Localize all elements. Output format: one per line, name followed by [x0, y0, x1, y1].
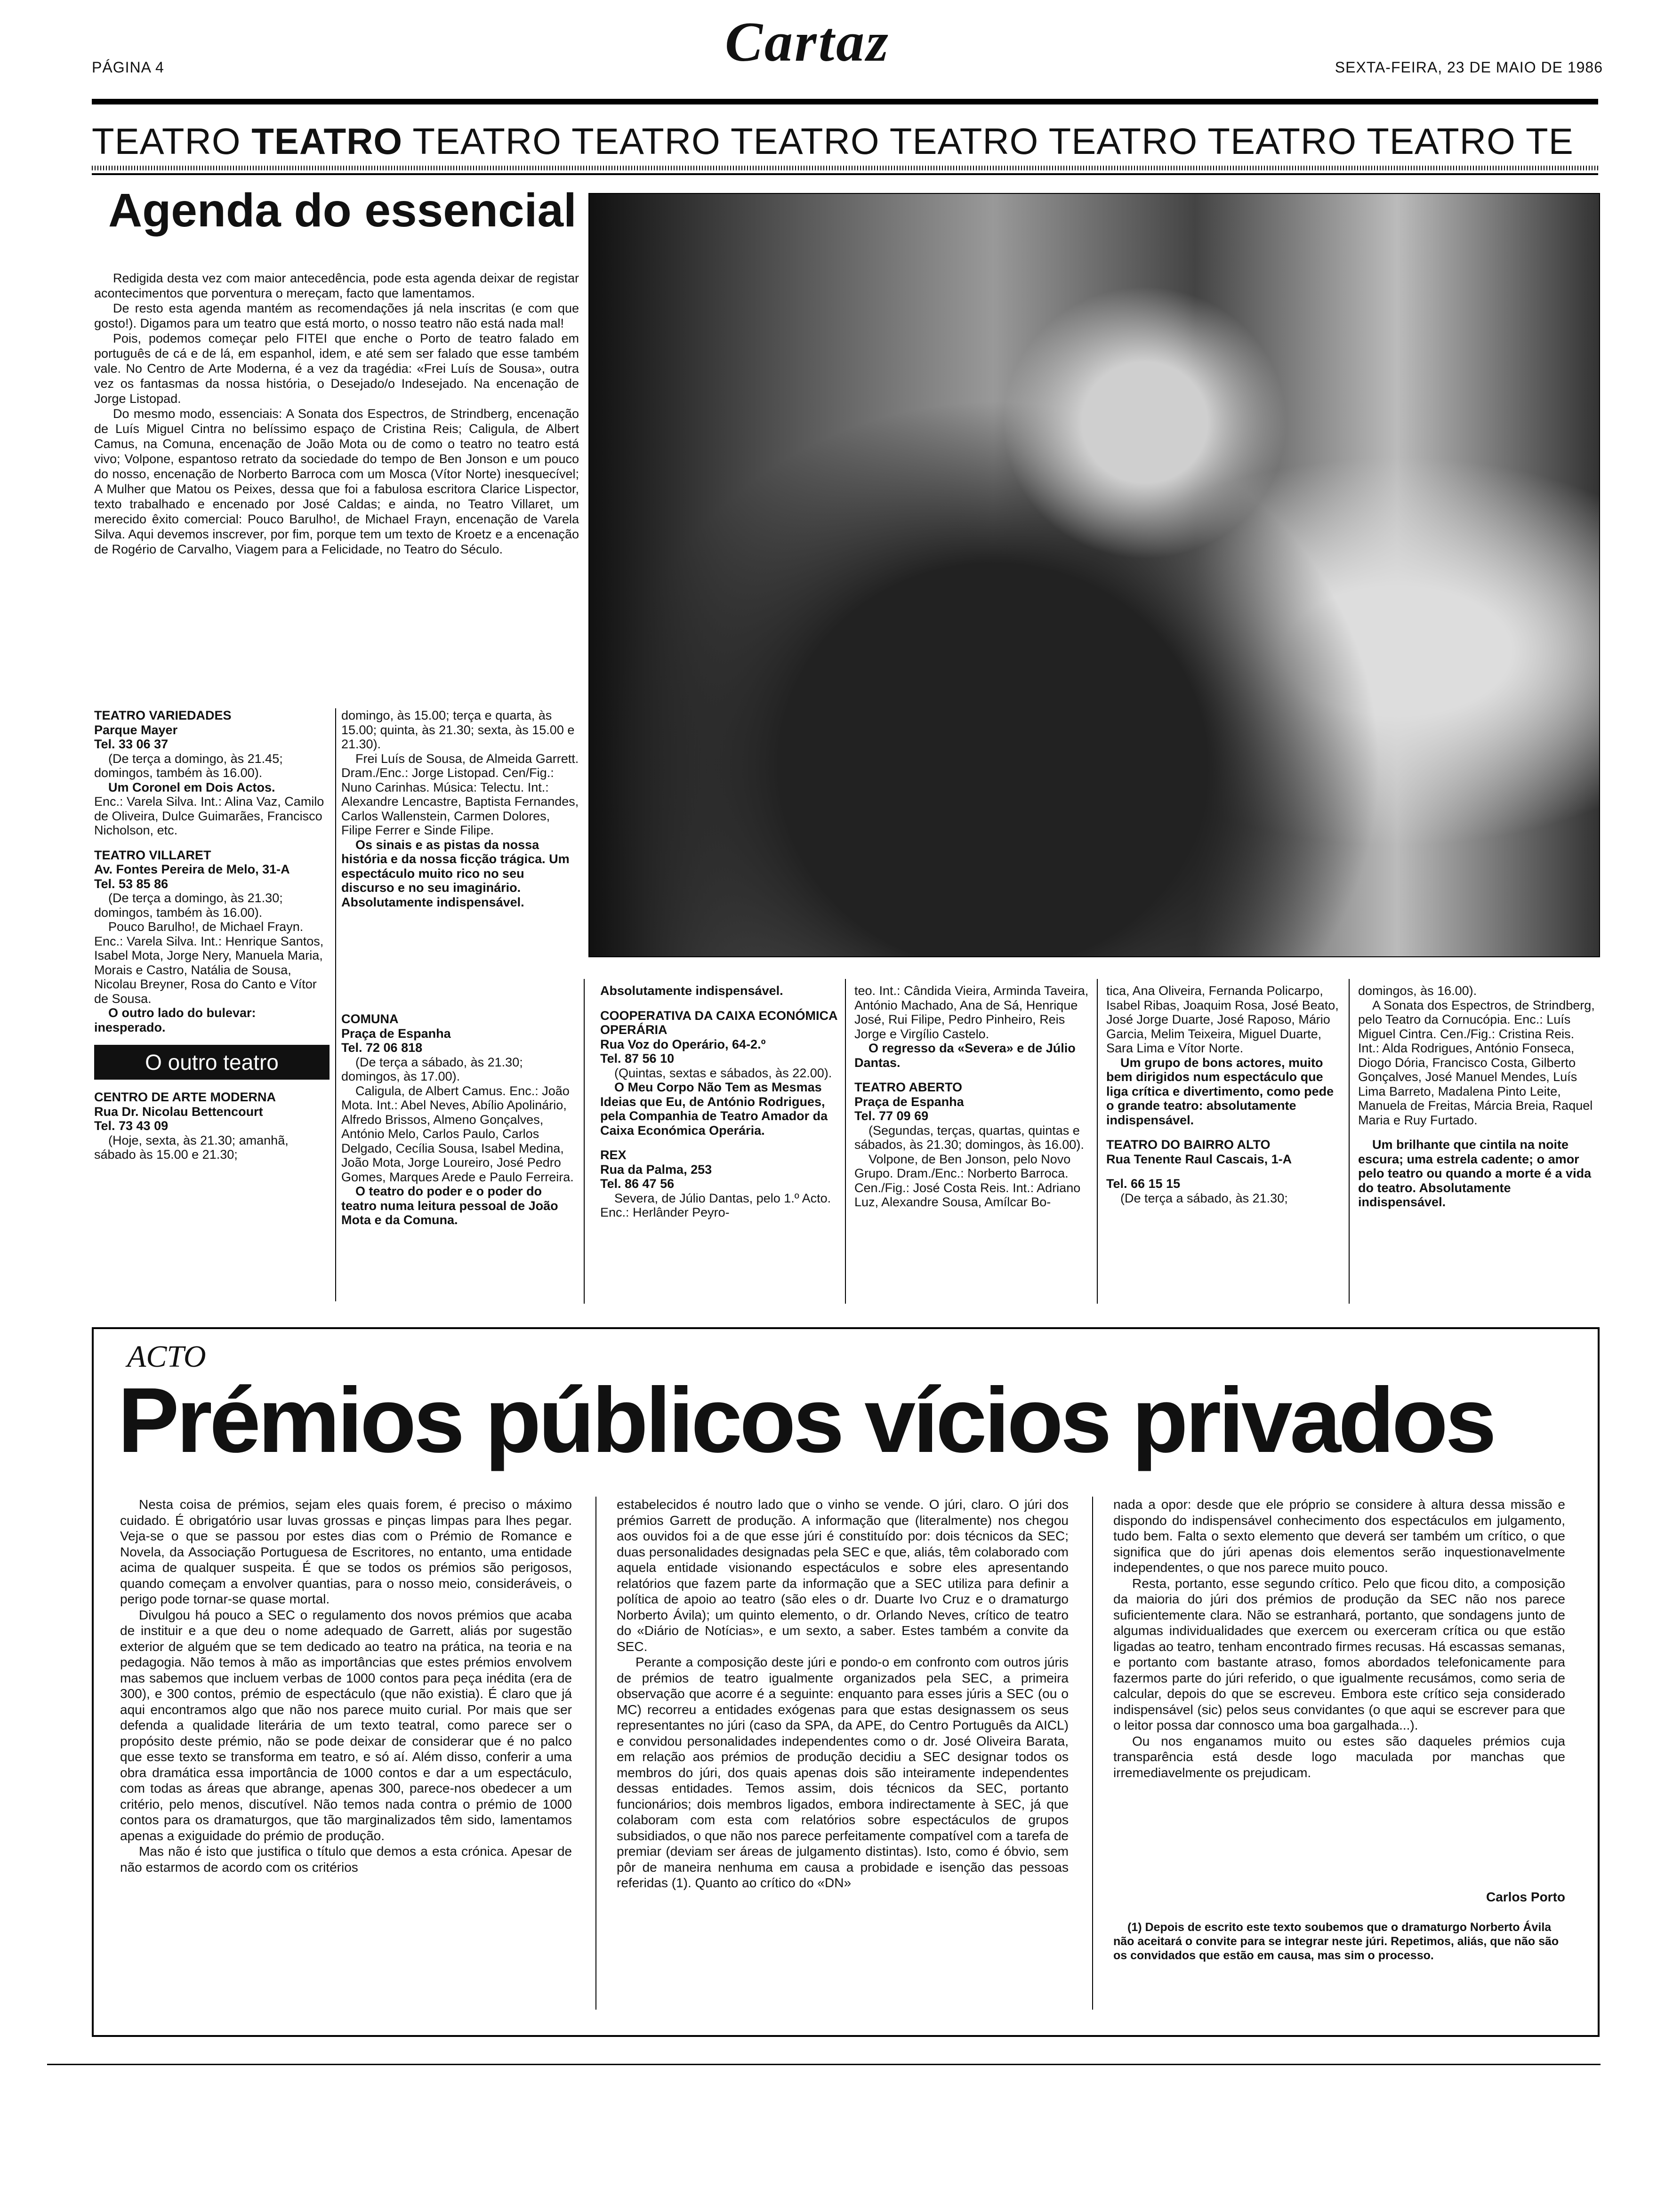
agenda-paragraph: Pois, podemos começar pelo FITEI que enche o Porto de teatro falado em português de cá e de lá, em espanhol, idem, e até sem ser falado que esse também vale. No Centro de Arte Moderna, é a vez da tragédia: «Frei Luís de Sousa», outra vez os fantasmas da nossa história, o Desejado/o Indesejado. Na encenação de Jorge Listopad. — [94, 331, 579, 406]
verdict: O regresso da «Severa» e de Júlio Dantas. — [854, 1041, 1076, 1070]
verdict: O outro lado do bulevar: inesperado. — [94, 1006, 256, 1034]
column-divider — [1349, 979, 1350, 1304]
venue-name: TEATRO DO BAIRRO ALTO — [1106, 1138, 1271, 1152]
venue-phone: Tel. 53 85 86 — [94, 876, 169, 891]
schedule: domingo, às 15.00; terça e quarta, às 15.00; quinta, às 21.30; sexta, às 15.00 e 21.30). — [341, 708, 575, 751]
verdict: Um brilhante que cintila na noite escura; uma estrela cadente; o amor pelo teatro ou quando a morte é a vida do teatro. Absolutamente indispensável. — [1358, 1138, 1592, 1209]
schedule: domingos, às 16.00). — [1358, 984, 1477, 998]
venue-address: Praça de Espanha — [341, 1026, 451, 1041]
strip-word-1: TEATRO — [92, 120, 241, 162]
venue-phone: Tel. 86 47 56 — [600, 1177, 675, 1191]
agenda-title: Agenda do essencial — [108, 184, 577, 237]
venue-name: TEATRO VILLARET — [94, 848, 211, 862]
credits: Severa, de Júlio Dantas, pelo 1.º Acto. Enc.: Herlânder Peyro- — [600, 1191, 831, 1219]
teatro-strip — [92, 120, 1598, 167]
column-divider — [1097, 979, 1098, 1304]
cartaz-logo: Cartaz — [725, 10, 890, 73]
listings-column-2b — [341, 1012, 579, 1227]
article-paragraph: estabelecidos é noutro lado que o vinho se vende. O júri, claro. O júri dos prémios Garrett de produção. A informação que (literalmente) nos chegou aos ouvidos foi a de que esse júri é constituído por: dois técnicos da SEC; duas personalidades designadas pela SEC e que, aliás, têm colaborado com aquela entidade visionando espectáculos e sobre eles apresentando relatórios que fazem parte da informação que a SEC utiliza para definir a política de apoio ao teatro (são eles o dr. Duarte Ivo Cruz e o dramaturgo Norberto Ávila); um quinto elemento, o dr. Orlando Neves, crítico de teatro do «Diário de Notícias», e um sexto, a saber. Estes também a convite da SEC. — [617, 1497, 1069, 1654]
venue-name: TEATRO ABERTO — [854, 1080, 962, 1094]
strip-rest: TEATRO TEATRO TEATRO TEATRO TEATRO TEATRO TEATRO TE — [412, 120, 1574, 162]
venue-name: COOPERATIVA DA CAIXA ECONÓMICA OPERÁRIA — [600, 1008, 837, 1037]
venue-address: Rua Dr. Nicolau Bettencourt — [94, 1104, 263, 1119]
issue-date: SEXTA-FEIRA, 23 DE MAIO DE 1986 — [1335, 59, 1603, 76]
listings-column-2 — [341, 708, 579, 909]
verdict: Absolutamente indispensável. — [600, 984, 783, 998]
article-paragraph: Perante a composição deste júri e pondo-o em confronto com outros júris de prémios de teatro igualmente organizados pela SEC, a primeira observação que acorre é a seguinte: enquanto para esses júris a SEC (ou o MC) recorreu a entidades exógenas para que estas designassem os seus representantes no júri (caso da SPA, da APE, do Centro Português da AICL) e convidou personalidades independentes como o dr. José Oliveira Barata, em relação aos prémios de produção decidiu a SEC designar todos os membros do júri, dos quais apenas dois são inteiramente independentes dessas entidades. Temos assim, dois técnicos da SEC, portanto funcionários; dois membros ligados, embora indirectamente à SEC, já que colaboram com esta com relatórios sobre espectáculos de grupos subsidiados, o que não nos parece perfeitamente compatível com a tarefa de premiar (deviam ser áreas de julgamento distintas). Isto, como é óbvio, sem pôr de maneira nenhuma em causa a probidade e isenção das pessoas referidas (1). Quanto ao crítico do «DN» — [617, 1655, 1069, 1890]
play-title: Um Coronel em Dois Actos. — [108, 780, 275, 794]
page-number: PÁGINA 4 — [92, 59, 164, 76]
venue-address: Praça de Espanha — [854, 1094, 964, 1109]
venue-name: CENTRO DE ARTE MODERNA — [94, 1090, 276, 1104]
listings-column-6 — [1358, 984, 1596, 1210]
article-paragraph: Nesta coisa de prémios, sejam eles quais forem, é preciso o máximo cuidado. É obrigatório usar luvas grossas e pinças limpas para lhes pegar. Veja-se o que se passou por estes dias com o Prémio de Romance e Novela, da Associação Portuguesa de Escritores, no entanto, uma entidade acima de qualquer suspeita. É que se todos os prémios são perigosos, quando começam a envolver quantias, para o nosso meio, consideráveis, o perigo pode tornar-se quase mortal. — [120, 1497, 572, 1606]
verdict: Um grupo de bons actores, muito bem dirigidos num espectáculo que liga crítica e divertimento, como pede o grande teatro: absolutamente indispensável. — [1106, 1055, 1334, 1127]
venue-phone: Tel. 66 15 15 — [1106, 1177, 1181, 1191]
rehearsal-photo — [588, 193, 1600, 957]
listings-column-3 — [600, 984, 838, 1220]
venue-phone: Tel. 77 09 69 — [854, 1109, 929, 1123]
venue-phone: Tel. 72 06 818 — [341, 1041, 423, 1055]
article-paragraph: nada a opor: desde que ele próprio se considere à altura dessa missão e dispondo do indispensável conhecimento dos espectáculos em julgamento, tudo bem. Falta o sexto elemento que deverá ser também um crítico, o que significa que do júri apenas dois elementos serão inquestionavelmente independentes, o que nos parece muito pouco. — [1113, 1497, 1565, 1575]
listings-column-1 — [94, 708, 330, 1162]
strip-rule — [92, 173, 1598, 175]
article-headline: Prémios públicos vícios privados — [118, 1369, 1494, 1472]
article-column-3 — [1113, 1497, 1565, 1780]
article-footnote: (1) Depois de escrito este texto soubemos que o dramaturgo Norberto Ávila não aceitará o convite para se integrar neste júri. Repetimos, aliás, que não são os convidados que estão em causa, mas sim o processo. — [1113, 1921, 1559, 1962]
article-paragraph: Resta, portanto, esse segundo crítico. Pelo que ficou dito, a composição da maioria do júri dos prémios de produção da SEC não nos parece suficientemente clara. Não se estranhará, portanto, que sondagens junto de algumas individualidades que exercem ou exerceram crítica ou que estão ligadas ao teatro, tenham encontrado firmes recusas. Há escassas semanas, e portanto com bastante atraso, fomos abordados telefonicamente para fazermos parte do júri referido, o que igualmente recusámos, como seria de calcular, depois do que se escreveu. Embora este crítico seja considerado indispensável (sic) pelos seus convidantes (o que aqui se escrever para que o leitor possa dar connosco uma boa gargalhada...). — [1113, 1576, 1565, 1732]
outro-teatro-banner: O outro teatro — [94, 1045, 330, 1080]
strip-word-bold: TEATRO — [251, 120, 403, 162]
venue-address: Av. Fontes Pereira de Melo, 31-A — [94, 862, 290, 876]
venue-name: TEATRO VARIEDADES — [94, 708, 232, 722]
agenda-paragraph: Redigida desta vez com maior antecedência, pode esta agenda deixar de registar acontecimentos que porventura o mereçam, facto que lamentamos. — [94, 271, 579, 300]
venue-address: Rua Voz do Operário, 64-2.º — [600, 1037, 766, 1051]
article-column-2 — [617, 1497, 1069, 1891]
venue-address: Rua da Palma, 253 — [600, 1162, 712, 1177]
listings-column-5 — [1106, 984, 1342, 1205]
schedule: (De terça a sábado, às 21.30; domingos, às 17.00). — [341, 1055, 523, 1083]
schedule: (De terça a domingo, às 21.30; domingos, também às 16.00). — [94, 891, 283, 920]
credits: Pouco Barulho!, de Michael Frayn. Enc.: Varela Silva. Int.: Henrique Santos, Isabel Mota, Jorge Nery, Manuela Maria, Morais e Castro, Natália de Sousa, Nicolau Breyner, Rosa do Canto e Vítor de Sousa. — [94, 920, 324, 1006]
venue-address: Rua Tenente Raul Cascais, 1-A — [1106, 1152, 1292, 1166]
column-divider — [335, 708, 336, 1301]
agenda-intro — [94, 271, 579, 557]
credits: teo. Int.: Cândida Vieira, Arminda Taveira, António Machado, Ana de Sá, Henrique José, Rui Filipe, Pedro Pinheiro, Reis Jorge e Virgílio Castelo. — [854, 984, 1089, 1041]
schedule: (Quintas, sextas e sábados, às 22.00). — [614, 1066, 832, 1080]
venue-phone: Tel. 87 56 10 — [600, 1051, 675, 1066]
venue-name: COMUNA — [341, 1012, 399, 1026]
agenda-paragraph: Do mesmo modo, essenciais: A Sonata dos Espectros, de Strindberg, encenação de Luís Miguel Cintra no belíssimo espaço de Cristina Reis; Caligula, de Albert Camus, na Comuna, encenação de João Mota ou de como o teatro no teatro está vivo; Volpone, espantoso retrato da sociedade do tempo de Ben Jonson e um pouco do nosso, encenação de Norberto Barroca com um Mosca (Vítor Norte) inesquecível; A Mulher que Matou os Peixes, dessa que foi a fabulosa escritora Clarice Lispector, texto trabalhado e encenado por José Caldas; e ainda, no Teatro Villaret, um merecido êxito comercial: Pouco Barulho!, de Michael Frayn, encenação de Varela Silva. Aqui devemos inscrever, por fim, porque tem um texto de Kroetz e a encenação de Rogério de Carvalho, Viagem para a Felicidade, no Teatro do Século. — [94, 407, 579, 556]
credits: Enc.: Varela Silva. Int.: Alina Vaz, Camilo de Oliveira, Dulce Guimarães, Francisco Nicholson, etc. — [94, 794, 324, 837]
venue-phone: Tel. 33 06 37 — [94, 737, 169, 751]
credits: Caligula, de Albert Camus. Enc.: João Mota. Int.: Abel Neves, Abílio Apolinário, Alfredo Brissos, Almeno Gonçalves, António Melo, Carlos Paulo, Carlos Delgado, Cecília Sousa, Isabel Medina, João Mota, Jorge Loureiro, José Pedro Gomes, Marques Arede e Paulo Ferreira. — [341, 1083, 574, 1184]
venue-name: REX — [600, 1148, 627, 1162]
column-divider — [595, 1497, 596, 2010]
agenda-paragraph: De resto esta agenda mantém as recomendações já nela inscritas (e com que gosto!). Digamos para um teatro que está morto, o nosso teatro não está nada mal! — [94, 301, 579, 330]
venue-phone: Tel. 73 43 09 — [94, 1119, 169, 1133]
column-divider — [1092, 1497, 1093, 2010]
column-divider — [584, 979, 585, 1304]
column-divider — [845, 979, 846, 1304]
schedule: (Segundas, terças, quartas, quintas e sábados, às 21.30; domingos, às 16.00). — [854, 1123, 1084, 1152]
listings-column-4 — [854, 984, 1090, 1210]
credits: Frei Luís de Sousa, de Almeida Garrett. Dram./Enc.: Jorge Listopad. Cen/Fig.: Nuno Carinhas. Música: Telectu. Int.: Alexandre Lencastre, Baptista Fernandes, Carlos Wallenstein, Carmen Dolores, Filipe Ferrer e Sinde Filipe. — [341, 751, 579, 837]
article-paragraph: Mas não é isto que justifica o título que demos a esta crónica. Apesar de não estarmos de acordo com os critérios — [120, 1844, 572, 1875]
verdict: O teatro do poder e o poder do teatro numa leitura pessoal de João Mota e da Comuna. — [341, 1184, 558, 1227]
credits: A Sonata dos Espectros, de Strindberg, pelo Teatro da Cornucópia. Enc.: Luís Miguel Cintra. Cen./Fig.: Cristina Reis. Int.: Alda Rodrigues, António Fonseca, Diogo Dória, Francisco Costa, Gilberto Gonçalves, José Manuel Mendes, Luís Lima Barreto, Madalena Pinto Leite, Manuela de Freitas, Márcia Breia, Raquel Maria e Ruy Furtado. — [1358, 998, 1595, 1127]
play-title: O Meu Corpo Não Tem as Mesmas Ideias que Eu, de António Rodrigues, pela Companhia de Teatro Amador da Caixa Económica Operária. — [600, 1080, 828, 1138]
schedule: (De terça a domingo, às 21.45; domingos, também às 16.00). — [94, 751, 283, 780]
verdict: Os sinais e as pistas da nossa história e da nossa ficção trágica. Um espectáculo muito rico no seu discurso e no seu imaginário. Absolutamente indispensável. — [341, 837, 570, 909]
header-rule — [92, 99, 1598, 104]
bottom-rule — [47, 2064, 1601, 2065]
article-paragraph: Ou nos enganamos muito ou estes são daqueles prémios cuja transparência está desde logo maculada por manchas que irremediavelmente os prejudicam. — [1113, 1733, 1565, 1780]
schedule: (Hoje, sexta, às 21.30; amanhã, sábado às 15.00 e 21.30; — [94, 1133, 289, 1162]
article-kicker: ACTO — [127, 1339, 206, 1374]
venue-address: Parque Mayer — [94, 722, 178, 737]
credits: tica, Ana Oliveira, Fernanda Policarpo, Isabel Ribas, Joaquim Rosa, José Beato, José Jorge Duarte, José Raposo, Mário Garcia, Melim Teixeira, Miguel Duarte, Sara Lima e Vítor Norte. — [1106, 984, 1339, 1055]
schedule: (De terça a sábado, às 21.30; — [1120, 1191, 1288, 1205]
credits: Volpone, de Ben Jonson, pelo Novo Grupo. Dram./Enc.: Norberto Barroca. Cen./Fig.: José Costa Reis. Int.: Adriano Luz, Alexandre Sousa, Amílcar Bo- — [854, 1152, 1081, 1209]
article-paragraph: Divulgou há pouco a SEC o regulamento dos novos prémios que acaba de instituir e a que deu o nome adequado de Garrett, aliás por sugestão exterior de alguém que se tem dedicado ao teatro na prática, na teoria e na pedagogia. Não temos à mão as importâncias que estes prémios envolvem mas sabemos que incluem verbas de 1000 contos para peça inédita (era de 300), e 300 contos, prémio de espectáculo (que não existia). É claro que já aqui encontramos algo que não nos parece muito curial. Por mais que ser defenda a qualidade literária de um texto teatral, como parece ser o propósito deste prémio, não se pode deixar de considerar que é no palco que esse texto se transforma em teatro, e só aí. Além disso, conferir a uma obra dramática essa importância de 1000 contos e dar a um espectáculo, com todas as áreas que abrange, apenas 300, parece-nos obedecer a um critério, pelo menos, discutível. Não temos nada contra o prémio de 1000 contos para os dramaturgos, que tão marginalizados têm sido, lamentamos apenas a exiguidade do prémio de produção. — [120, 1607, 572, 1843]
article-column-1 — [120, 1497, 572, 1875]
strip-hatch — [92, 166, 1598, 170]
article-signature: Carlos Porto — [1486, 1890, 1565, 1904]
